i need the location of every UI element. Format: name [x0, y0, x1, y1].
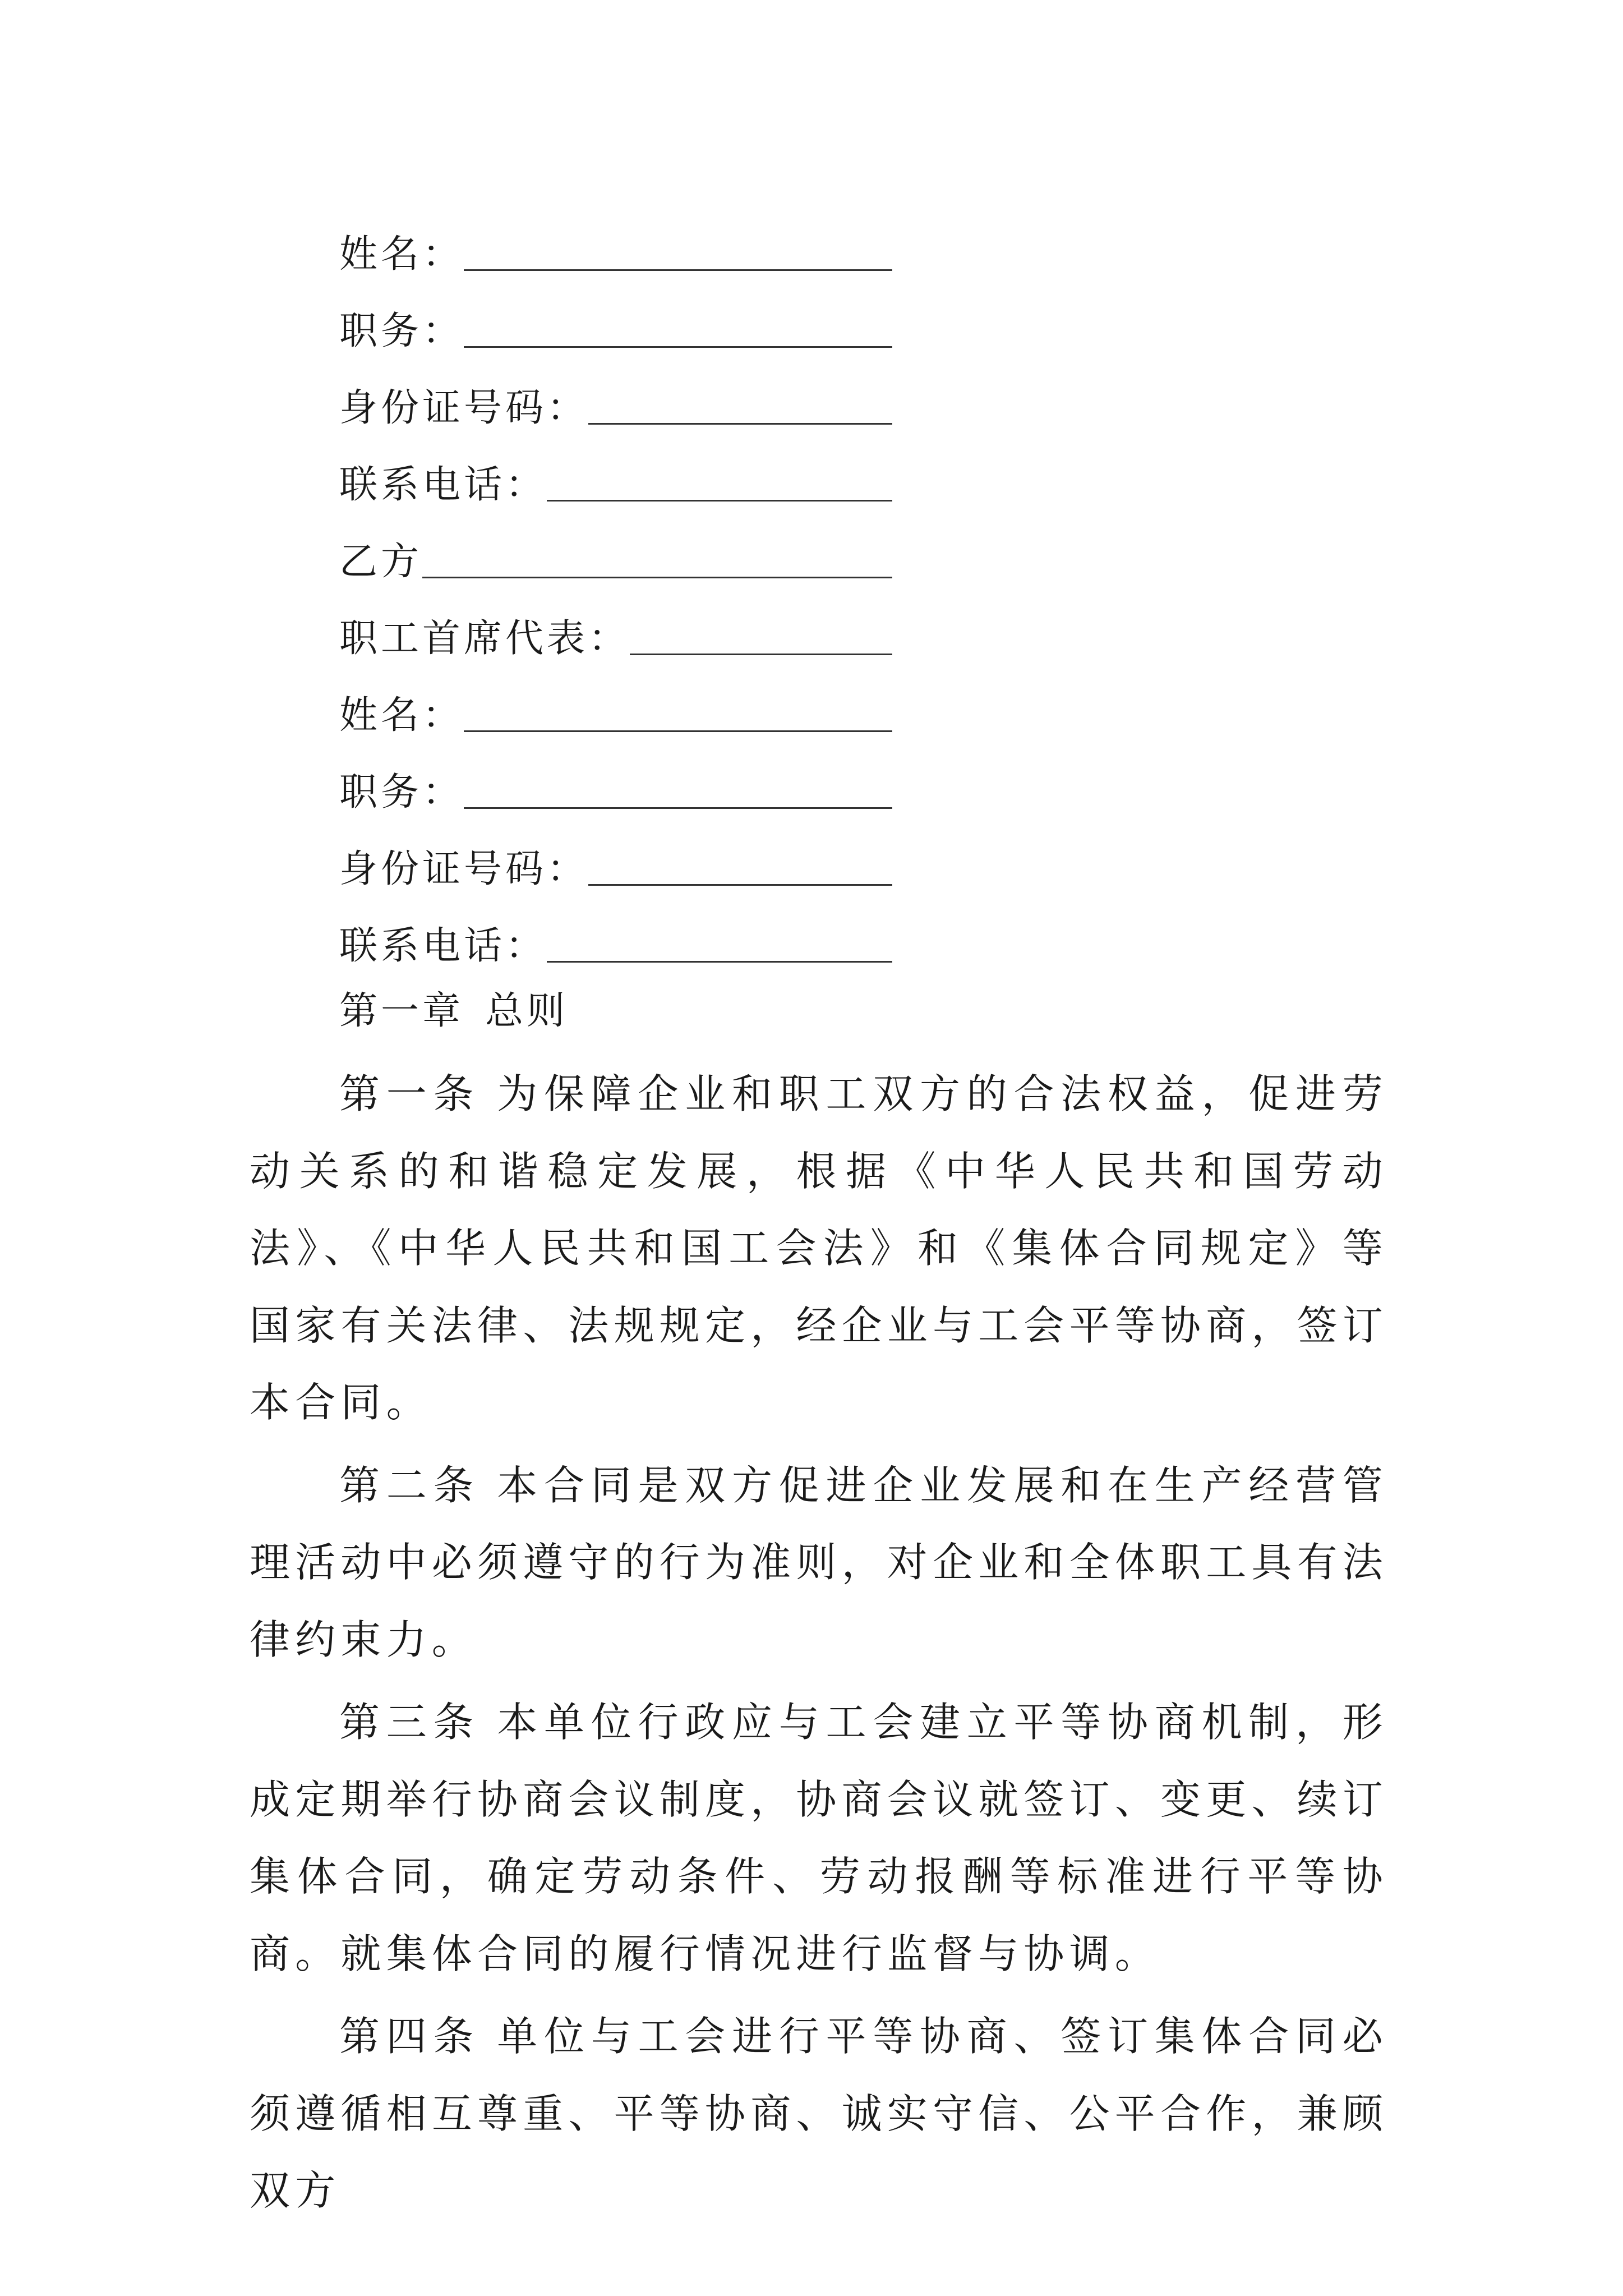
article-number: 第一条 [339, 1070, 481, 1117]
field-label: 联系电话： [339, 463, 547, 507]
article-2 [250, 1447, 1388, 1679]
signatory-fields [339, 209, 900, 977]
blank-line[interactable] [588, 883, 892, 886]
article-text: 为保障企业和职工双方的合法权益，促进劳动关系的和谐稳定发展，根据《中华人民共和国劳动法》、《中华人民共和国工会法》和《集体合同规定》等国家有关法律、法规规定，经企业与工会平等协商，签订本合同。 [250, 1070, 1389, 1426]
article-text: 单位与工会进行平等协商、签订集体合同必须遵循相互尊重、平等协商、诚实守信、公平合作，兼顾双方 [250, 2013, 1389, 2214]
article-4 [250, 1998, 1388, 2230]
field-label: 职务： [339, 309, 464, 353]
party-b-field[interactable] [339, 516, 900, 593]
blank-line[interactable] [464, 806, 892, 809]
id-number-field-b[interactable] [339, 823, 900, 900]
blank-line[interactable] [464, 345, 892, 348]
article-number: 第二条 [339, 1461, 481, 1509]
name-field-a[interactable] [339, 209, 900, 286]
field-label: 姓名： [339, 693, 464, 738]
blank-line[interactable] [547, 960, 892, 963]
field-label: 联系电话： [339, 924, 547, 968]
phone-field-b[interactable] [339, 900, 900, 977]
article-number: 第四条 [339, 2013, 481, 2060]
blank-line[interactable] [547, 499, 892, 501]
phone-field-a[interactable] [339, 439, 900, 516]
field-label: 职工首席代表： [339, 616, 630, 661]
article-1 [250, 1056, 1388, 1442]
id-number-field-a[interactable] [339, 362, 900, 439]
chief-rep-field-b[interactable] [339, 593, 900, 670]
article-text: 本合同是双方促进企业发展和在生产经营管理活动中必须遵守的行为准则，对企业和全体职工具有法律约束力。 [250, 1461, 1389, 1663]
field-label: 身份证号码： [339, 386, 589, 430]
field-label: 身份证号码： [339, 847, 589, 891]
position-field-a[interactable] [339, 286, 900, 362]
party-b-label: 乙方 [339, 540, 423, 584]
article-number: 第三条 [339, 1699, 481, 1746]
name-field-b[interactable] [339, 670, 900, 747]
article-list [250, 1056, 1388, 2230]
position-field-b[interactable] [339, 747, 900, 823]
article-text: 本单位行政应与工会建立平等协商机制，形成定期举行协商会议制度，协商会议就签订、变更、续订集体合同，确定劳动条件、劳动报酬等标准进行平等协商。就集体合同的履行情况进行监督与协调。 [250, 1699, 1389, 1977]
chapter-heading [339, 981, 568, 1042]
blank-line[interactable] [630, 652, 892, 655]
blank-line[interactable] [588, 422, 892, 425]
blank-line[interactable] [464, 268, 892, 271]
field-label: 姓名： [339, 232, 464, 277]
chapter-title: 总则 [485, 989, 569, 1033]
field-label: 职务： [339, 770, 464, 815]
blank-line[interactable] [464, 729, 892, 732]
article-3 [250, 1684, 1388, 1993]
blank-line[interactable] [422, 576, 892, 578]
chapter-number: 第一章 [339, 989, 464, 1033]
